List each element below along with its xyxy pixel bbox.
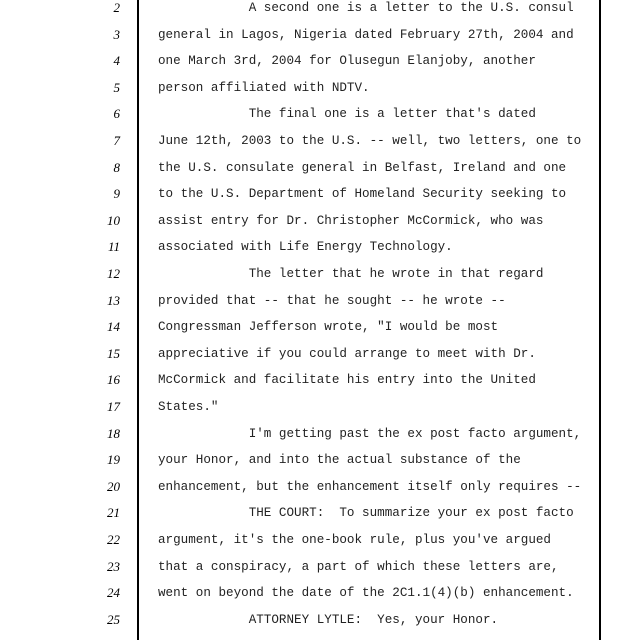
line-number: 17	[107, 399, 120, 414]
transcript-line	[0, 479, 640, 506]
line-number: 13	[107, 292, 120, 308]
transcript-line	[0, 346, 640, 373]
line-number: 24	[107, 585, 120, 601]
line-text: The letter that he wrote in that regard	[158, 267, 544, 281]
line-text: to the U.S. Department of Homeland Security seeking to	[158, 187, 567, 202]
line-number: 25	[107, 611, 120, 627]
transcript-line	[0, 266, 640, 293]
transcript-line	[0, 0, 640, 27]
line-text: A second one is a letter to the U.S. consul	[158, 1, 574, 15]
line-text: your Honor, and into the actual substance of the	[158, 453, 521, 468]
line-text: States."	[158, 400, 219, 414]
line-number: 9	[113, 186, 120, 202]
line-number: 23	[107, 558, 120, 574]
line-number: 12	[107, 266, 120, 281]
transcript-line	[0, 399, 640, 426]
transcript-line	[0, 27, 640, 54]
line-number: 10	[107, 212, 120, 228]
transcript-line	[0, 213, 640, 240]
transcript-line	[0, 293, 640, 320]
line-text: I'm getting past the ex post facto argument,	[158, 426, 582, 441]
line-text: associated with Life Energy Technology.	[158, 240, 453, 255]
line-text: the U.S. consulate general in Belfast, Ireland and one	[158, 160, 567, 175]
transcript-line	[0, 505, 640, 532]
line-text: person affiliated with NDTV.	[158, 80, 370, 95]
line-text: McCormick and facilitate his entry into the United	[158, 373, 536, 388]
line-text: Congressman Jefferson wrote, "I would be most	[158, 320, 499, 335]
transcript-line	[0, 559, 640, 586]
transcript-line	[0, 239, 640, 266]
line-text: enhancement, but the enhancement itself only requires --	[158, 479, 582, 494]
transcript-line	[0, 186, 640, 213]
line-number: 3	[113, 26, 120, 42]
transcript-line	[0, 585, 640, 612]
line-number: 2	[113, 0, 120, 15]
line-text: one March 3rd, 2004 for Olusegun Elanjoby, another	[158, 54, 536, 69]
transcript-line	[0, 53, 640, 80]
line-number: 20	[107, 478, 120, 494]
line-number: 14	[107, 319, 120, 335]
transcript-line	[0, 133, 640, 160]
line-number: 4	[113, 53, 120, 69]
transcript-line	[0, 426, 640, 453]
transcript-line	[0, 319, 640, 346]
transcript-line	[0, 372, 640, 399]
line-text: that a conspiracy, a part of which these letters are,	[158, 559, 559, 574]
line-number: 7	[113, 133, 120, 148]
line-number: 22	[107, 532, 120, 547]
line-text: went on beyond the date of the 2C1.1(4)(b) enhancement.	[158, 586, 574, 601]
line-number: 21	[107, 505, 120, 521]
transcript-line	[0, 80, 640, 107]
transcript-line	[0, 106, 640, 133]
line-text: THE COURT: To summarize your ex post facto	[158, 506, 574, 521]
line-number: 11	[107, 239, 120, 255]
line-number: 8	[113, 159, 120, 175]
line-text: The final one is a letter that's dated	[158, 107, 536, 122]
line-text: appreciative if you could arrange to meet with Dr.	[158, 346, 536, 361]
line-text: June 12th, 2003 to the U.S. -- well, two letters, one to	[158, 134, 582, 148]
line-text: general in Lagos, Nigeria dated February 27th, 2004 and	[158, 27, 574, 42]
line-text: provided that -- that he sought -- he wrote --	[158, 293, 506, 308]
line-number: 5	[113, 79, 120, 95]
line-number: 15	[107, 345, 120, 361]
transcript-line	[0, 160, 640, 187]
line-text: ATTORNEY LYTLE: Yes, your Honor.	[158, 612, 499, 627]
line-number: 6	[113, 106, 120, 122]
line-number: 18	[107, 425, 120, 441]
line-text: argument, it's the one-book rule, plus you've argued	[158, 533, 551, 547]
line-text: assist entry for Dr. Christopher McCormick, who was	[158, 213, 544, 228]
transcript-line	[0, 612, 640, 639]
transcript-line	[0, 452, 640, 479]
line-number: 16	[107, 372, 120, 388]
line-number: 19	[107, 452, 120, 468]
transcript-line	[0, 532, 640, 559]
